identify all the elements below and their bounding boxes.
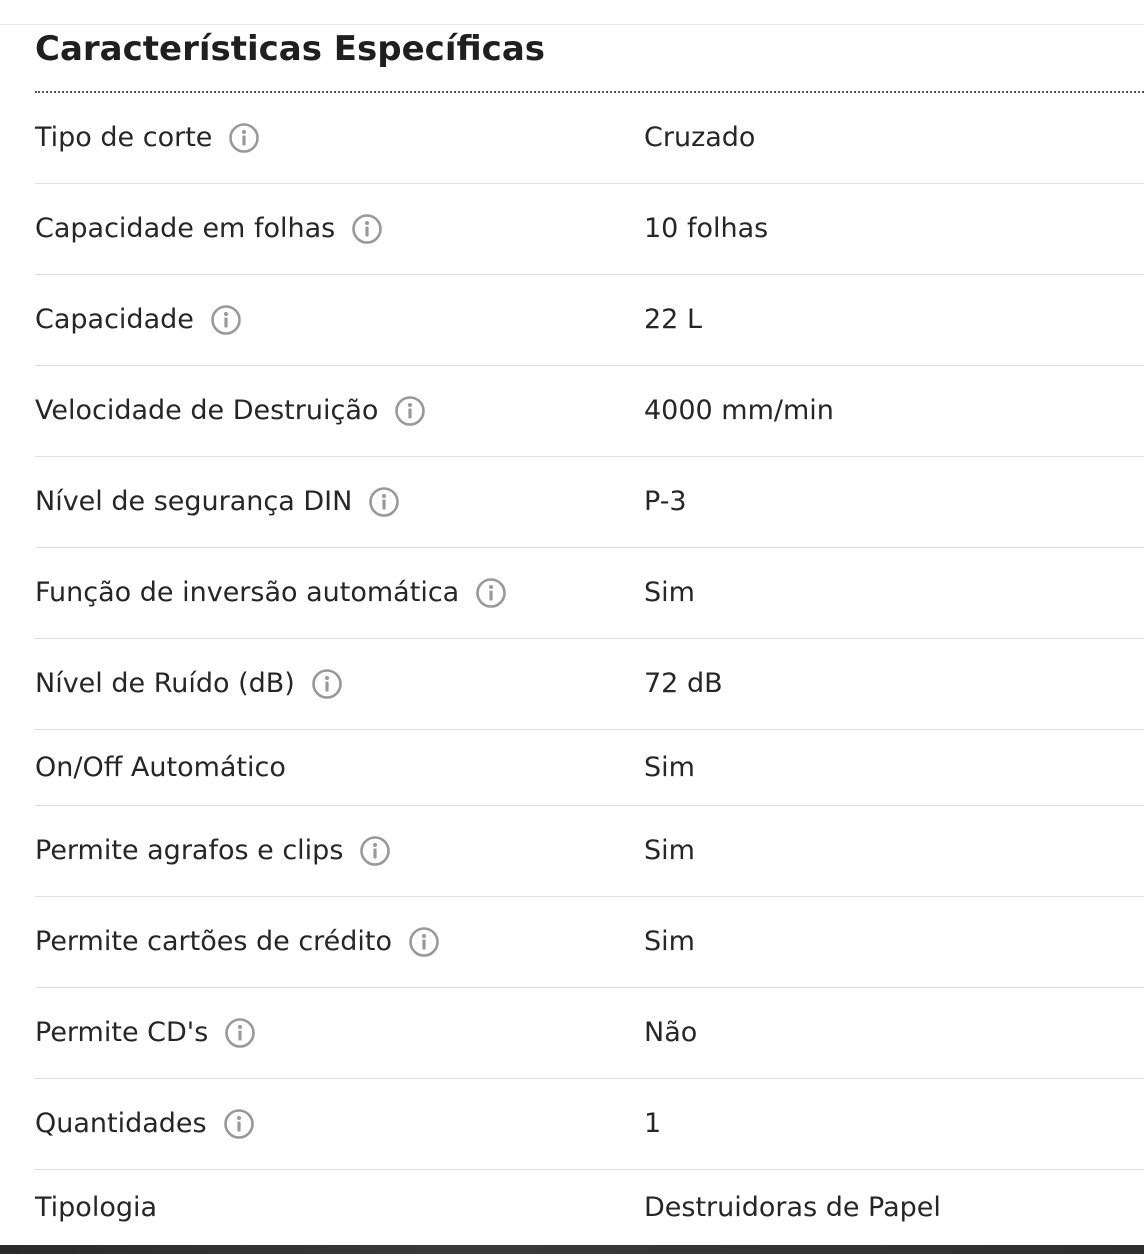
spec-row-permite-agrafos-e-clips	[35, 806, 1144, 897]
spec-label: Capacidade	[35, 304, 194, 335]
spec-label: On/Off Automático	[35, 751, 286, 783]
spec-value: 72 dB	[644, 668, 723, 699]
spec-row-tipo-de-corte	[35, 93, 1144, 184]
info-circle-icon[interactable]	[408, 926, 440, 958]
spec-row-funcao-de-inversao-automatica	[35, 548, 1144, 639]
info-circle-glyph	[210, 304, 242, 336]
info-circle-glyph	[394, 395, 426, 427]
spec-label-wrap	[35, 93, 260, 183]
info-circle-glyph	[359, 835, 391, 867]
spec-value: 22 L	[644, 304, 702, 335]
info-circle-icon[interactable]	[351, 213, 383, 245]
spec-label-wrap	[35, 988, 256, 1078]
spec-value: P-3	[644, 486, 687, 517]
info-circle-glyph	[368, 486, 400, 518]
spec-row-on-off-automatico	[35, 730, 1144, 806]
spec-row-velocidade-de-destruicao	[35, 366, 1144, 457]
spec-row-tipologia	[35, 1170, 1144, 1246]
spec-label-wrap	[35, 457, 400, 547]
info-circle-icon[interactable]	[368, 486, 400, 518]
spec-value: 4000 mm/min	[644, 395, 834, 426]
spec-label-wrap	[35, 639, 343, 729]
spec-label-wrap	[35, 548, 507, 638]
spec-label: Nível de segurança DIN	[35, 486, 353, 517]
info-circle-icon[interactable]	[475, 577, 507, 609]
spec-value: Cruzado	[644, 122, 756, 153]
spec-label-wrap	[35, 1079, 255, 1169]
spec-row-capacidade-em-folhas	[35, 184, 1144, 275]
info-circle-icon[interactable]	[311, 668, 343, 700]
spec-row-nivel-de-seguranca-din	[35, 457, 1144, 548]
spec-label: Quantidades	[35, 1108, 207, 1139]
spec-label-wrap	[35, 184, 383, 274]
info-circle-glyph	[351, 213, 383, 245]
spec-label-wrap	[35, 730, 286, 805]
spec-row-capacidade	[35, 275, 1144, 366]
spec-label-wrap	[35, 366, 426, 456]
info-circle-glyph	[223, 1108, 255, 1140]
spec-label: Capacidade em folhas	[35, 213, 336, 244]
info-circle-icon[interactable]	[223, 1108, 255, 1140]
top-divider	[0, 24, 1144, 25]
spec-value: Não	[644, 1017, 698, 1048]
info-circle-glyph	[408, 926, 440, 958]
spec-value: Sim	[644, 926, 695, 957]
spec-value: 10 folhas	[644, 213, 769, 244]
info-circle-icon[interactable]	[210, 304, 242, 336]
spec-label-wrap	[35, 897, 440, 987]
spec-value: 1	[644, 1108, 662, 1139]
info-circle-glyph	[224, 1017, 256, 1049]
info-circle-glyph	[311, 668, 343, 700]
info-circle-icon[interactable]	[224, 1017, 256, 1049]
spec-label: Função de inversão automática	[35, 577, 460, 608]
spec-label: Permite agrafos e clips	[35, 835, 344, 866]
info-circle-icon[interactable]	[359, 835, 391, 867]
spec-label: Permite CD's	[35, 1017, 209, 1048]
spec-value: Sim	[644, 835, 695, 866]
spec-label: Nível de Ruído (dB)	[35, 668, 295, 699]
spec-value: Sim	[644, 751, 695, 783]
spec-label-wrap	[35, 1170, 157, 1246]
spec-label: Tipologia	[35, 1192, 158, 1223]
info-circle-glyph	[475, 577, 507, 609]
spec-label: Tipo de corte	[35, 122, 213, 153]
section-title: Características Específicas	[35, 29, 546, 69]
spec-row-permite-cds	[35, 988, 1144, 1079]
spec-label-wrap	[35, 806, 391, 896]
info-circle-icon[interactable]	[394, 395, 426, 427]
info-circle-glyph	[228, 122, 260, 154]
spec-row-nivel-de-ruido	[35, 639, 1144, 730]
info-circle-icon[interactable]	[228, 122, 260, 154]
spec-label-wrap	[35, 275, 242, 365]
spec-row-quantidades	[35, 1079, 1144, 1170]
spec-label: Permite cartões de crédito	[35, 926, 393, 957]
spec-label: Velocidade de Destruição	[35, 395, 379, 426]
spec-list	[35, 93, 1144, 1246]
spec-value: Destruidoras de Papel	[644, 1192, 941, 1223]
spec-row-permite-cartoes-de-credito	[35, 897, 1144, 988]
bottom-edge-bar	[0, 1245, 1144, 1254]
spec-value: Sim	[644, 577, 695, 608]
